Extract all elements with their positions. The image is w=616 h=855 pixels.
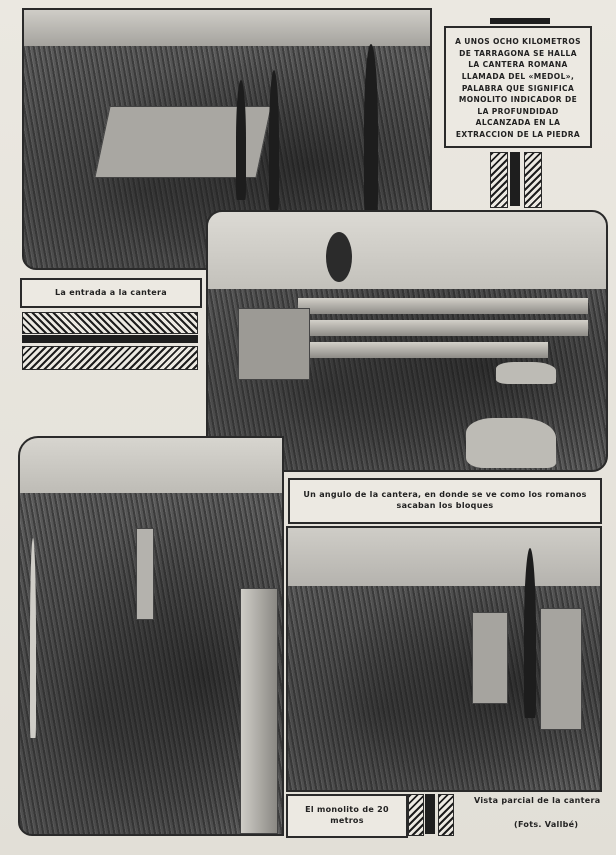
decorative-bar-right [510,152,520,206]
decorative-bar-left [22,335,198,343]
decorative-hatch-left-2 [22,346,198,370]
photo-partial-view [286,526,602,792]
decorative-hatch-left-1 [22,312,198,334]
decorative-bar-top [490,18,550,24]
caption-corner-text: Un angulo de la cantera, en donde se ve como los romanos sacaban los bloques [303,490,587,510]
decorative-hatch-bottom-2 [438,794,454,836]
caption-corner [288,478,602,524]
photo-monolith [18,436,284,836]
photo-quarry-corner [206,210,608,472]
caption-monolith-text: El monolito de 20 metros [305,805,389,825]
decorative-hatch-right-2 [524,152,542,208]
caption-partial-view: Vista parcial de la cantera [474,796,601,805]
caption-entrance [20,278,202,308]
caption-entrance-text: La entrada a la cantera [55,287,167,297]
decorative-bar-bottom [425,794,435,834]
decorative-hatch-right [490,152,508,208]
caption-monolith [286,794,408,838]
intro-text-box: A UNOS OCHO KILOMETROS DE TARRAGONA SE HALLA LA CANTERA ROMANA LLAMADA DEL «MEDOL», PALABRA QUE SIGNIFICA MONOLITO INDICADOR DE LA PROFUNDIDAD ALCANZADA EN LA EXTRACCION DE LA PIEDRA [444,26,592,148]
photo-credit: (Fots. Vallbé) [514,820,579,829]
decorative-hatch-bottom-1 [408,794,424,836]
